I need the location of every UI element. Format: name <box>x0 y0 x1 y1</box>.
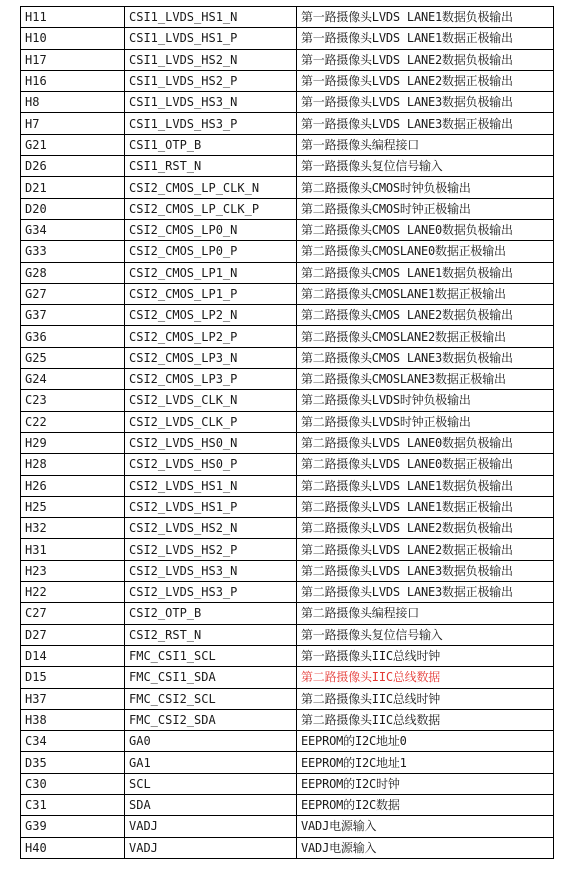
description-cell: 第二路摄像头LVDS时钟正极输出 <box>297 411 554 432</box>
pin-cell: D26 <box>21 156 125 177</box>
pin-cell: G21 <box>21 134 125 155</box>
table-row <box>21 49 554 70</box>
table-row <box>21 496 554 517</box>
signal-cell: CSI1_LVDS_HS3_N <box>125 92 297 113</box>
pin-cell: C34 <box>21 731 125 752</box>
table-row <box>21 70 554 91</box>
table-row <box>21 432 554 453</box>
table-row <box>21 603 554 624</box>
description-cell: 第二路摄像头CMOSLANE0数据正极输出 <box>297 241 554 262</box>
table-row <box>21 518 554 539</box>
description-cell: 第二路摄像头CMOS时钟负极输出 <box>297 177 554 198</box>
table-row <box>21 816 554 837</box>
pin-cell: H8 <box>21 92 125 113</box>
pin-cell: H16 <box>21 70 125 91</box>
signal-cell: FMC_CSI1_SCL <box>125 645 297 666</box>
signal-cell: CSI2_LVDS_HS2_N <box>125 518 297 539</box>
signal-cell: CSI2_RST_N <box>125 624 297 645</box>
description-cell: 第二路摄像头LVDS LANE0数据正极输出 <box>297 454 554 475</box>
description-cell: 第一路摄像头LVDS LANE2数据负极输出 <box>297 49 554 70</box>
description-cell: 第二路摄像头LVDS LANE3数据正极输出 <box>297 582 554 603</box>
table-row <box>21 731 554 752</box>
description-cell: 第一路摄像头复位信号输入 <box>297 624 554 645</box>
table-row <box>21 454 554 475</box>
table-row <box>21 369 554 390</box>
signal-cell: CSI2_LVDS_HS3_N <box>125 560 297 581</box>
pin-cell: G24 <box>21 369 125 390</box>
signal-cell: CSI2_CMOS_LP2_P <box>125 326 297 347</box>
table-row <box>21 347 554 368</box>
signal-cell: CSI2_OTP_B <box>125 603 297 624</box>
signal-cell: CSI2_CMOS_LP1_P <box>125 283 297 304</box>
table-row <box>21 113 554 134</box>
table-row <box>21 134 554 155</box>
description-cell: 第二路摄像头LVDS时钟负极输出 <box>297 390 554 411</box>
pin-table <box>20 6 554 859</box>
pin-cell: D35 <box>21 752 125 773</box>
pin-cell: H40 <box>21 837 125 858</box>
description-cell: 第二路摄像头CMOSLANE1数据正极输出 <box>297 283 554 304</box>
table-row <box>21 156 554 177</box>
pin-cell: H28 <box>21 454 125 475</box>
pin-cell: D27 <box>21 624 125 645</box>
pin-cell: D20 <box>21 198 125 219</box>
table-row <box>21 262 554 283</box>
signal-cell: CSI2_CMOS_LP2_N <box>125 305 297 326</box>
signal-cell: CSI2_CMOS_LP_CLK_P <box>125 198 297 219</box>
table-row <box>21 752 554 773</box>
pin-cell: H23 <box>21 560 125 581</box>
pin-cell: H32 <box>21 518 125 539</box>
description-cell: 第二路摄像头LVDS LANE1数据负极输出 <box>297 475 554 496</box>
signal-cell: CSI1_LVDS_HS1_P <box>125 28 297 49</box>
signal-cell: CSI2_LVDS_HS0_P <box>125 454 297 475</box>
description-cell: 第一路摄像头复位信号输入 <box>297 156 554 177</box>
pin-cell: G27 <box>21 283 125 304</box>
signal-cell: CSI2_LVDS_CLK_N <box>125 390 297 411</box>
description-cell: 第一路摄像头LVDS LANE3数据正极输出 <box>297 113 554 134</box>
description-cell: 第二路摄像头CMOS LANE3数据负极输出 <box>297 347 554 368</box>
description-cell: 第一路摄像头编程接口 <box>297 134 554 155</box>
description-cell: 第一路摄像头LVDS LANE1数据正极输出 <box>297 28 554 49</box>
description-cell: 第一路摄像头LVDS LANE3数据负极输出 <box>297 92 554 113</box>
table-row <box>21 283 554 304</box>
description-cell: EEPROM的I2C时钟 <box>297 773 554 794</box>
pin-cell: H31 <box>21 539 125 560</box>
pin-table-body <box>21 7 554 859</box>
table-row <box>21 92 554 113</box>
signal-cell: CSI1_LVDS_HS3_P <box>125 113 297 134</box>
signal-cell: CSI1_LVDS_HS2_P <box>125 70 297 91</box>
pin-cell: H25 <box>21 496 125 517</box>
description-cell: 第二路摄像头CMOSLANE2数据正极输出 <box>297 326 554 347</box>
description-cell: 第二路摄像头CMOS LANE1数据负极输出 <box>297 262 554 283</box>
pin-cell: H38 <box>21 709 125 730</box>
table-row <box>21 645 554 666</box>
pin-cell: C31 <box>21 794 125 815</box>
signal-cell: CSI2_CMOS_LP0_P <box>125 241 297 262</box>
pin-cell: H11 <box>21 7 125 28</box>
description-cell: VADJ电源输入 <box>297 816 554 837</box>
description-cell: 第二路摄像头LVDS LANE0数据负极输出 <box>297 432 554 453</box>
description-cell: EEPROM的I2C地址1 <box>297 752 554 773</box>
table-row <box>21 7 554 28</box>
pin-cell: G25 <box>21 347 125 368</box>
description-cell: 第二路摄像头IIC总线数据 <box>297 709 554 730</box>
table-row <box>21 709 554 730</box>
signal-cell: VADJ <box>125 837 297 858</box>
description-cell: 第二路摄像头LVDS LANE1数据正极输出 <box>297 496 554 517</box>
pin-cell: H10 <box>21 28 125 49</box>
signal-cell: CSI2_CMOS_LP_CLK_N <box>125 177 297 198</box>
description-cell: 第二路摄像头CMOS LANE2数据负极输出 <box>297 305 554 326</box>
description-cell: 第二路摄像头LVDS LANE2数据正极输出 <box>297 539 554 560</box>
description-cell: 第一路摄像头IIC总线时钟 <box>297 645 554 666</box>
table-row <box>21 326 554 347</box>
signal-cell: GA0 <box>125 731 297 752</box>
table-row <box>21 560 554 581</box>
description-cell: 第二路摄像头CMOS LANE0数据负极输出 <box>297 219 554 240</box>
description-cell: 第二路摄像头LVDS LANE2数据负极输出 <box>297 518 554 539</box>
signal-cell: CSI2_CMOS_LP1_N <box>125 262 297 283</box>
description-cell: 第二路摄像头CMOS时钟正极输出 <box>297 198 554 219</box>
pin-cell: G33 <box>21 241 125 262</box>
pin-cell: H37 <box>21 688 125 709</box>
table-row <box>21 837 554 858</box>
pin-cell: H29 <box>21 432 125 453</box>
signal-cell: CSI2_LVDS_HS3_P <box>125 582 297 603</box>
signal-cell: CSI2_LVDS_HS2_P <box>125 539 297 560</box>
table-row <box>21 28 554 49</box>
description-cell: 第一路摄像头LVDS LANE1数据负极输出 <box>297 7 554 28</box>
pin-cell: H26 <box>21 475 125 496</box>
pin-cell: G28 <box>21 262 125 283</box>
signal-cell: SCL <box>125 773 297 794</box>
description-cell: 第二路摄像头IIC总线数据 <box>297 667 554 688</box>
description-cell: EEPROM的I2C地址0 <box>297 731 554 752</box>
table-row <box>21 198 554 219</box>
pin-cell: C23 <box>21 390 125 411</box>
pin-cell: G34 <box>21 219 125 240</box>
pin-cell: D14 <box>21 645 125 666</box>
signal-cell: CSI2_LVDS_CLK_P <box>125 411 297 432</box>
pin-cell: C27 <box>21 603 125 624</box>
signal-cell: GA1 <box>125 752 297 773</box>
table-row <box>21 305 554 326</box>
signal-cell: CSI2_CMOS_LP0_N <box>125 219 297 240</box>
pin-cell: G39 <box>21 816 125 837</box>
table-row <box>21 411 554 432</box>
signal-cell: CSI2_CMOS_LP3_N <box>125 347 297 368</box>
table-row <box>21 582 554 603</box>
description-cell: 第二路摄像头CMOSLANE3数据正极输出 <box>297 369 554 390</box>
signal-cell: FMC_CSI2_SDA <box>125 709 297 730</box>
pin-cell: C22 <box>21 411 125 432</box>
signal-cell: CSI2_CMOS_LP3_P <box>125 369 297 390</box>
description-cell: 第二路摄像头LVDS LANE3数据负极输出 <box>297 560 554 581</box>
table-row <box>21 241 554 262</box>
signal-cell: CSI1_RST_N <box>125 156 297 177</box>
pin-cell: G36 <box>21 326 125 347</box>
signal-cell: CSI2_LVDS_HS1_N <box>125 475 297 496</box>
pin-cell: C30 <box>21 773 125 794</box>
description-cell: EEPROM的I2C数据 <box>297 794 554 815</box>
table-row <box>21 390 554 411</box>
pin-cell: H7 <box>21 113 125 134</box>
description-cell: 第二路摄像头IIC总线时钟 <box>297 688 554 709</box>
table-row <box>21 667 554 688</box>
signal-cell: VADJ <box>125 816 297 837</box>
table-row <box>21 177 554 198</box>
description-cell: 第一路摄像头LVDS LANE2数据正极输出 <box>297 70 554 91</box>
signal-cell: CSI1_OTP_B <box>125 134 297 155</box>
pin-cell: H22 <box>21 582 125 603</box>
table-row <box>21 794 554 815</box>
description-cell: 第二路摄像头编程接口 <box>297 603 554 624</box>
signal-cell: CSI1_LVDS_HS1_N <box>125 7 297 28</box>
table-row <box>21 219 554 240</box>
signal-cell: SDA <box>125 794 297 815</box>
table-row <box>21 475 554 496</box>
signal-cell: CSI2_LVDS_HS0_N <box>125 432 297 453</box>
signal-cell: FMC_CSI1_SDA <box>125 667 297 688</box>
signal-cell: CSI1_LVDS_HS2_N <box>125 49 297 70</box>
description-cell: VADJ电源输入 <box>297 837 554 858</box>
pin-cell: D21 <box>21 177 125 198</box>
pin-cell: D15 <box>21 667 125 688</box>
table-row <box>21 773 554 794</box>
signal-cell: FMC_CSI2_SCL <box>125 688 297 709</box>
signal-cell: CSI2_LVDS_HS1_P <box>125 496 297 517</box>
pin-cell: G37 <box>21 305 125 326</box>
table-row <box>21 624 554 645</box>
table-row <box>21 539 554 560</box>
pin-cell: H17 <box>21 49 125 70</box>
table-row <box>21 688 554 709</box>
